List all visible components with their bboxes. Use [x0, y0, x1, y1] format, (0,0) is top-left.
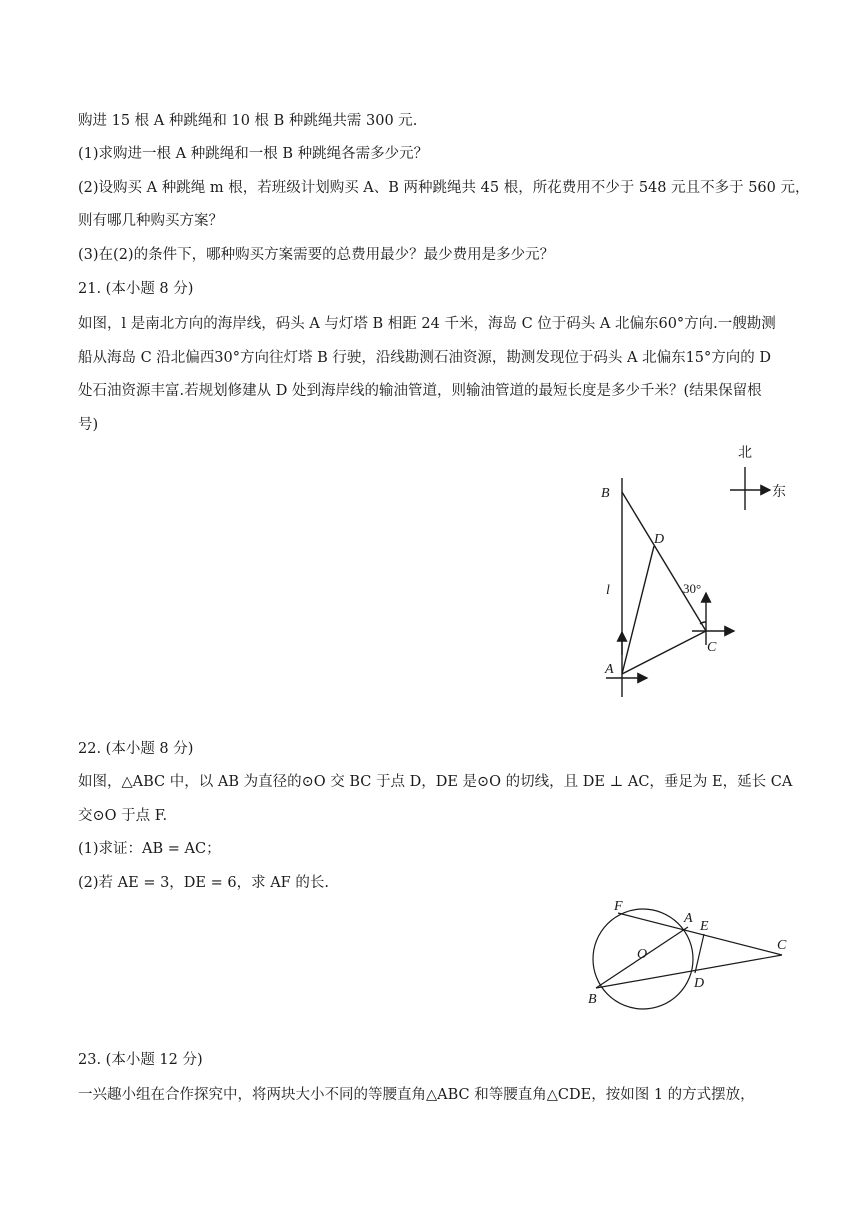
line-b-c — [596, 955, 782, 988]
label-d: D — [694, 976, 705, 991]
q20-part-2-line-2: 则有哪几种购买方案？ — [78, 213, 223, 229]
angle-arc-30 — [700, 622, 706, 624]
q22-text-line-2: 交⊙O 于点 F. — [78, 808, 168, 824]
q21-text-line-2: 船从海岛 C 沿北偏西30°方向往灯塔 B 行驶，沿线勘测石油资源，勘测发现位于码头 A 北偏东15°方向的 D — [78, 350, 772, 366]
label-c: C — [777, 938, 787, 953]
line-a-c — [622, 631, 706, 674]
q20-part-3: (3)在(2)的条件下，哪种购买方案需要的总费用最少？最少费用是多少元？ — [78, 247, 555, 263]
label-angle-30: 30° — [683, 581, 702, 596]
label-e: E — [700, 919, 709, 934]
label-east: 东 — [772, 485, 786, 500]
label-b: B — [601, 486, 610, 501]
label-c: C — [707, 640, 717, 655]
line-f-c — [618, 913, 782, 955]
q22-header: 22. (本小题 8 分) — [78, 741, 194, 757]
label-f: F — [614, 899, 623, 914]
label-l: l — [606, 583, 610, 598]
line-a-d — [622, 546, 654, 674]
q21-text-line-4: 号) — [78, 417, 99, 433]
label-a: A — [605, 662, 614, 677]
label-d: D — [654, 532, 665, 547]
line-b-a — [596, 927, 688, 988]
label-north: 北 — [738, 446, 752, 461]
q23-text-line-1: 一兴趣小组在合作探究中，将两块大小不同的等腰直角△ABC 和等腰直角△CDE，按如图 1 的方式摆放， — [78, 1087, 755, 1103]
label-b: B — [588, 992, 597, 1007]
circle-o — [593, 909, 693, 1009]
label-o: O — [637, 947, 648, 962]
label-a: A — [684, 911, 693, 926]
q22-part-2: (2)若 AE = 3，DE = 6，求 AF 的长. — [78, 875, 329, 891]
q21-text-line-1: 如图，l 是南北方向的海岸线，码头 A 与灯塔 B 相距 24 千米，海岛 C 位于码头 A 北偏东60°方向.一艘勘测 — [78, 316, 776, 332]
q22-part-1: (1)求证：AB = AC； — [78, 841, 221, 857]
line-b-c — [622, 492, 706, 631]
q23-header: 23. (本小题 12 分) — [78, 1052, 203, 1068]
line-d-e — [695, 934, 704, 973]
q20-part-2-line-1: (2)设购买 A 种跳绳 m 根，若班级计划购买 A、B 两种跳绳共 45 根，所花费用不少于 548 元且不多于 560 元， — [78, 180, 810, 196]
q22-text-line-1: 如图，△ABC 中，以 AB 为直径的⊙O 交 BC 于点 D，DE 是⊙O 的切线，且 DE ⊥ AC，垂足为 E，延长 CA — [78, 774, 793, 790]
q21-header: 21. (本小题 8 分) — [78, 281, 194, 297]
q20-part-1: (1)求购进一根 A 种跳绳和一根 B 种跳绳各需多少元？ — [78, 146, 429, 162]
q21-text-line-3: 处石油资源丰富.若规划修建从 D 处到海岸线的输油管道，则输油管道的最短长度是多少千米？(结果保留根 — [78, 383, 762, 399]
q20-text-line: 购进 15 根 A 种跳绳和 10 根 B 种跳绳共需 300 元. — [78, 113, 418, 129]
